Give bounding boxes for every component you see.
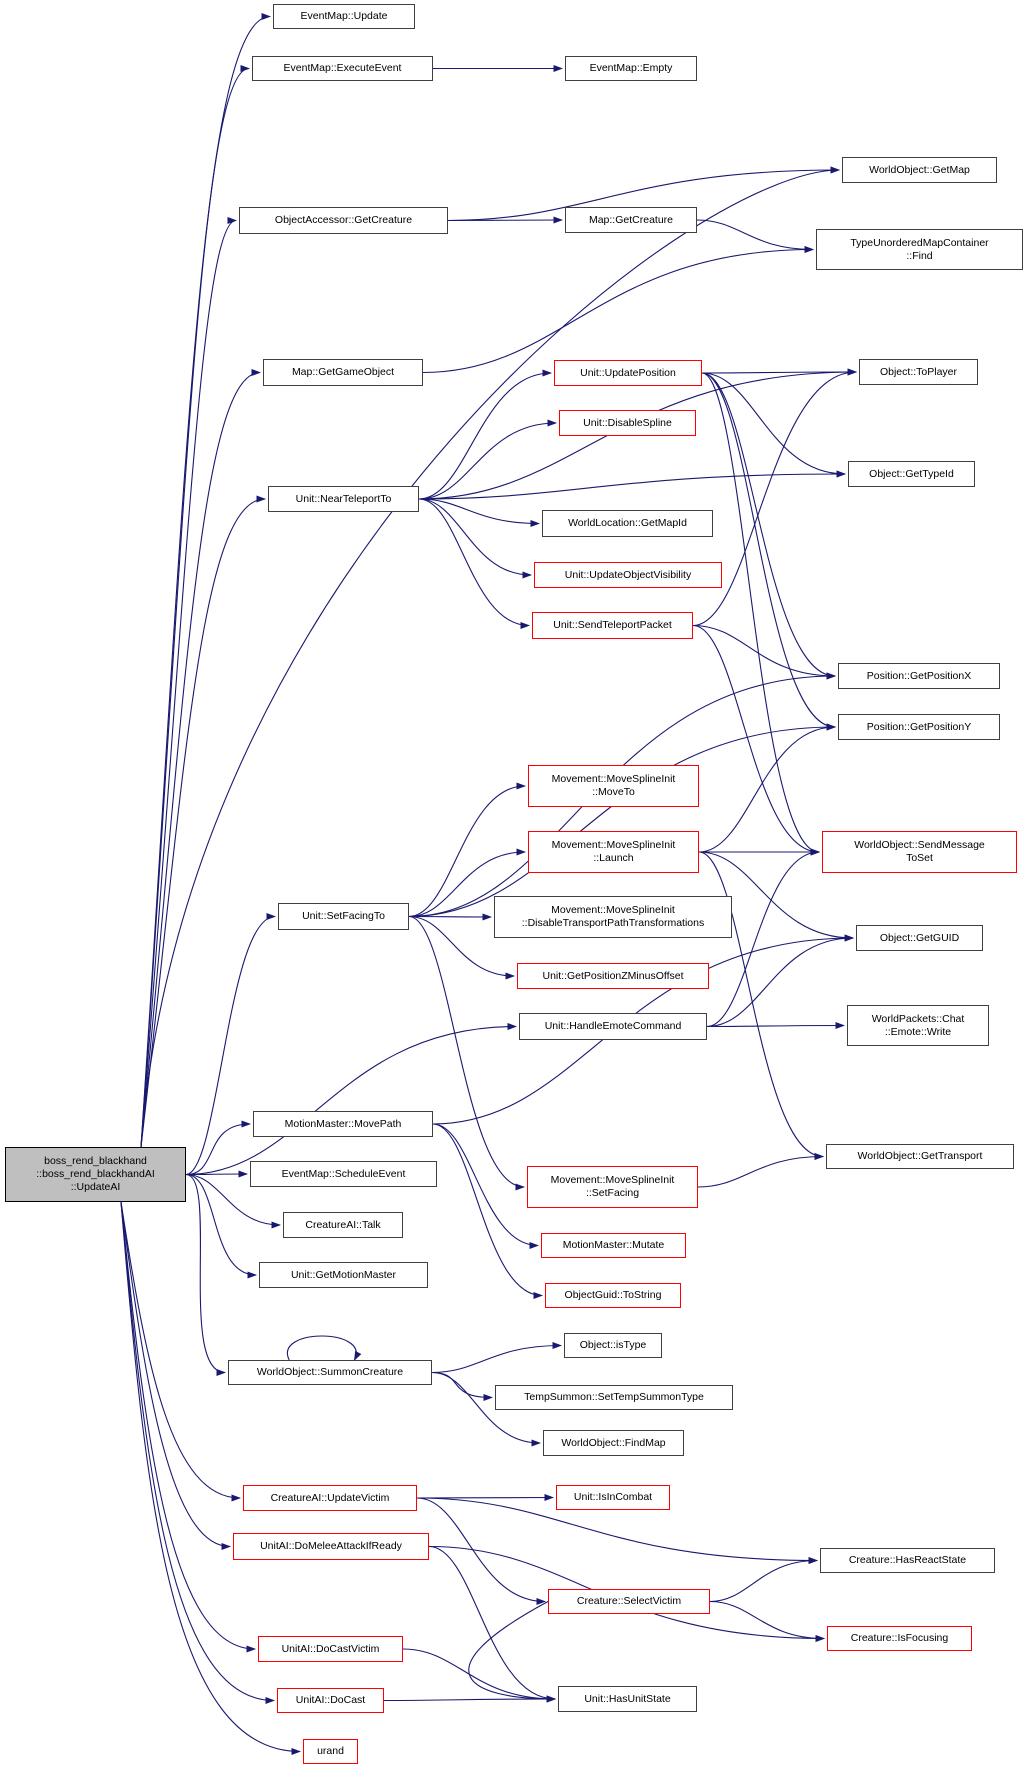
node-unit-getmotionmaster[interactable] bbox=[259, 1262, 428, 1288]
node-label-line: Movement::MoveSplineInit bbox=[551, 904, 675, 916]
node-movesplineinit-setfacing[interactable] bbox=[527, 1166, 698, 1208]
node-worldobject-summoncreature[interactable] bbox=[228, 1360, 432, 1385]
node-label-line: ::Find bbox=[906, 249, 933, 262]
node-worldobject-gettransport[interactable] bbox=[826, 1144, 1014, 1169]
node-unit-isincombat[interactable] bbox=[556, 1485, 670, 1510]
node-label-line: MotionMaster::MovePath bbox=[284, 1117, 402, 1130]
node-eventmap-update[interactable] bbox=[273, 4, 415, 29]
node-label-line: Unit::GetMotionMaster bbox=[290, 1268, 397, 1281]
node-label-line: ::SetFacing bbox=[585, 1187, 640, 1199]
node-label-line: urand bbox=[317, 1745, 344, 1757]
edge-map-getgameobject--typeunorderedmapcontainer-find bbox=[423, 250, 813, 373]
node-movesplineinit-moveto[interactable] bbox=[528, 765, 699, 807]
edge-unit-updateposition--position-getpositionx bbox=[702, 373, 835, 676]
edge-unit-updateposition--position-getpositiony bbox=[702, 373, 835, 727]
edge-main--unitai-docastvictim bbox=[121, 1202, 255, 1649]
node-label-line: WorldPackets::Chat bbox=[871, 1012, 965, 1025]
node-label-line: EventMap::ExecuteEvent bbox=[283, 62, 402, 74]
node-unitai-docast[interactable] bbox=[277, 1688, 384, 1713]
node-label-line: Movement::MoveSplineInit bbox=[551, 773, 676, 785]
node-label-line: Movement::MoveSplineInit bbox=[550, 1174, 675, 1186]
node-label-line: Unit::SendTeleportPacket bbox=[553, 619, 672, 631]
edge-worldobject-summoncreature--object-istype bbox=[432, 1346, 561, 1373]
edge-unit-nearteleportto--unit-updateobjectvisibility bbox=[419, 499, 531, 575]
node-label-line: TempSummon::SetTempSummonType bbox=[524, 1391, 704, 1403]
node-label-line: EventMap::Empty bbox=[589, 62, 673, 74]
node-motionmaster-mutate[interactable] bbox=[541, 1233, 686, 1258]
node-label-line: Unit::IsInCombat bbox=[573, 1491, 653, 1503]
node-label-line: WorldObject::GetMap bbox=[869, 163, 970, 176]
node-label-line: UnitAI::DoCastVictim bbox=[281, 1642, 380, 1655]
node-label-line: Unit::HasUnitState bbox=[584, 1692, 671, 1705]
edge-unitai-docast--unit-hasunitstate bbox=[384, 1699, 555, 1701]
node-creature-isfocusing[interactable] bbox=[827, 1626, 972, 1651]
edge-unit-handleemotecommand--worldpackets-chat-emote-write bbox=[707, 1026, 844, 1027]
node-label-line: MotionMaster::Mutate bbox=[562, 1239, 665, 1251]
node-unit-nearteleportto[interactable] bbox=[268, 486, 419, 512]
edge-unitai-domeleeattackifready--unit-hasunitstate bbox=[429, 1547, 555, 1700]
node-creature-hasreactstate[interactable] bbox=[820, 1548, 995, 1573]
node-label-line: Map::GetCreature bbox=[588, 213, 674, 226]
edge-main--unit-getmotionmaster bbox=[186, 1175, 256, 1276]
node-label-line: boss_rend_blackhand bbox=[44, 1155, 147, 1167]
edge-main--eventmap-executeevent bbox=[141, 69, 249, 1148]
node-label-line: Object::GetGUID bbox=[879, 931, 960, 944]
node-unitai-domeleeattackifready[interactable] bbox=[233, 1533, 429, 1560]
node-creatureai-talk[interactable] bbox=[283, 1212, 403, 1238]
node-movesplineinit-disabletransportpathtransformations[interactable] bbox=[494, 896, 732, 938]
node-label-line: Unit::DisableSpline bbox=[583, 416, 672, 429]
node-label-line: UnitAI::DoMeleeAttackIfReady bbox=[260, 1540, 402, 1552]
edge-group bbox=[121, 17, 856, 1752]
node-worldlocation-getmapid[interactable] bbox=[542, 510, 713, 537]
node-label-line: Position::GetPositionY bbox=[866, 720, 972, 733]
edge-main--creatureai-updatevictim bbox=[121, 1202, 240, 1498]
edge-unit-sendteleportpacket--position-getpositionx bbox=[693, 626, 835, 677]
edge-unit-updateposition--worldobject-sendmessagetoset bbox=[702, 373, 819, 852]
node-eventmap-executeevent[interactable] bbox=[252, 56, 433, 81]
node-tempsummon-settempsummontype[interactable] bbox=[495, 1385, 733, 1410]
edge-motionmaster-movepath--motionmaster-mutate bbox=[433, 1124, 538, 1246]
node-object-istype[interactable] bbox=[564, 1333, 662, 1358]
node-label-line: Unit::UpdateObjectVisibility bbox=[564, 568, 692, 581]
edge-main--unit-nearteleportto bbox=[141, 499, 265, 1147]
node-label-line: ObjectAccessor::GetCreature bbox=[274, 214, 413, 226]
node-creatureai-updatevictim[interactable] bbox=[243, 1485, 417, 1511]
node-creature-selectvictim[interactable] bbox=[548, 1589, 710, 1614]
node-worldobject-findmap[interactable] bbox=[543, 1430, 684, 1456]
edge-unit-nearteleportto--unit-updateposition bbox=[419, 373, 551, 499]
node-unit-setfacingto[interactable] bbox=[278, 903, 409, 930]
node-urand[interactable] bbox=[303, 1739, 358, 1764]
node-worldobject-sendmessagetoset[interactable] bbox=[822, 831, 1017, 873]
node-eventmap-scheduleevent[interactable] bbox=[250, 1161, 437, 1187]
node-label-line: Object::isType bbox=[579, 1339, 647, 1351]
node-label-line: WorldObject::SummonCreature bbox=[256, 1366, 404, 1378]
node-label-line: ObjectGuid::ToString bbox=[564, 1289, 662, 1301]
node-unit-updateposition[interactable] bbox=[554, 360, 702, 386]
edge-unit-handleemotecommand--worldobject-sendmessagetoset bbox=[707, 852, 819, 1027]
node-label-line: Position::GetPositionX bbox=[866, 669, 972, 682]
node-label-line: Object::GetTypeId bbox=[869, 467, 954, 480]
node-unitai-docastvictim[interactable] bbox=[258, 1636, 403, 1662]
edge-creature-selectvictim--creature-hasreactstate bbox=[710, 1561, 817, 1602]
node-label-line: ToSet bbox=[906, 852, 933, 864]
node-position-getpositiony[interactable] bbox=[838, 714, 1000, 740]
edge-unit-nearteleportto--unit-disablespline bbox=[419, 423, 556, 499]
node-label-line: Unit::UpdatePosition bbox=[580, 366, 676, 379]
node-object-getguid[interactable] bbox=[856, 925, 983, 951]
node-unit-disablespline[interactable] bbox=[559, 410, 696, 436]
edge-main--eventmap-scheduleevent bbox=[186, 1174, 247, 1175]
node-object-gettypeid[interactable] bbox=[848, 461, 975, 487]
node-object-toplayer[interactable] bbox=[859, 359, 978, 385]
node-label-line: Movement::MoveSplineInit bbox=[551, 839, 676, 851]
node-objectaccessor-getcreature[interactable] bbox=[239, 207, 448, 234]
edge-main--unitai-docast bbox=[121, 1202, 274, 1701]
node-unit-sendteleportpacket[interactable] bbox=[532, 612, 693, 639]
node-label-line: WorldObject::FindMap bbox=[561, 1436, 666, 1449]
node-label-line: Object::ToPlayer bbox=[879, 365, 958, 378]
node-unit-updateobjectvisibility[interactable] bbox=[534, 562, 722, 588]
node-label-line: ::UpdateAI bbox=[70, 1181, 121, 1193]
node-label-line: UnitAI::DoCast bbox=[295, 1694, 366, 1706]
node-movesplineinit-launch[interactable] bbox=[528, 831, 699, 873]
node-objectguid-tostring[interactable] bbox=[545, 1283, 681, 1308]
node-typeunorderedmapcontainer-find[interactable] bbox=[816, 229, 1023, 270]
node-label-line: Creature::IsFocusing bbox=[850, 1632, 949, 1644]
node-position-getpositionx[interactable] bbox=[838, 663, 1000, 689]
node-unit-hasunitstate[interactable] bbox=[558, 1686, 697, 1712]
edge-unit-handleemotecommand--object-getguid bbox=[707, 938, 853, 1027]
node-label-line: WorldObject::GetTransport bbox=[857, 1150, 983, 1162]
edge-unit-nearteleportto--unit-sendteleportpacket bbox=[419, 499, 529, 626]
edge-unit-nearteleportto--worldlocation-getmapid bbox=[419, 499, 539, 524]
edge-main--worldobject-summoncreature bbox=[186, 1175, 225, 1373]
node-label-line: WorldLocation::GetMapId bbox=[568, 517, 687, 529]
node-label-line: Unit::HandleEmoteCommand bbox=[544, 1020, 682, 1032]
node-main bbox=[5, 1147, 186, 1202]
edge-main--unitai-domeleeattackifready bbox=[121, 1202, 230, 1547]
edge-map-getcreature--typeunorderedmapcontainer-find bbox=[697, 220, 813, 250]
node-label-line: ::Launch bbox=[593, 852, 634, 864]
edge-main--unit-handleemotecommand bbox=[186, 1027, 516, 1175]
node-label-line: CreatureAI::UpdateVictim bbox=[270, 1491, 390, 1504]
node-label-line: ::Emote::Write bbox=[884, 1025, 952, 1038]
node-eventmap-empty[interactable] bbox=[565, 56, 697, 81]
edge-worldobject-summoncreature--tempsummon-settempsummontype bbox=[432, 1373, 492, 1398]
node-label-line: Unit::NearTeleportTo bbox=[295, 492, 392, 505]
edge-unit-nearteleportto--object-gettypeid bbox=[419, 474, 845, 499]
edge-worldobject-summoncreature--worldobject-summoncreature bbox=[287, 1336, 356, 1360]
node-label-line: Unit::GetPositionZMinusOffset bbox=[542, 969, 684, 982]
edge-creature-selectvictim--unit-hasunitstate bbox=[469, 1602, 555, 1700]
node-worldpackets-chat-emote-write[interactable] bbox=[847, 1005, 989, 1046]
edge-creature-selectvictim--creature-isfocusing bbox=[710, 1602, 824, 1639]
edge-main--objectaccessor-getcreature bbox=[141, 221, 236, 1148]
node-label-line: CreatureAI::Talk bbox=[305, 1218, 381, 1231]
node-label-line: WorldObject::SendMessage bbox=[854, 839, 985, 851]
node-label-line: Creature::SelectVictim bbox=[576, 1595, 682, 1607]
node-worldobject-getmap[interactable] bbox=[842, 157, 997, 183]
edge-main--worldobject-getmap bbox=[141, 170, 839, 1147]
node-map-getgameobject[interactable] bbox=[263, 359, 423, 386]
node-label-line: EventMap::Update bbox=[300, 10, 388, 22]
node-unit-getpositionzminusoffset[interactable] bbox=[517, 963, 709, 989]
node-label-line: EventMap::ScheduleEvent bbox=[281, 1167, 406, 1180]
node-label-line: ::MoveTo bbox=[592, 786, 635, 798]
node-motionmaster-movepath[interactable] bbox=[253, 1111, 433, 1137]
edge-movesplineinit-setfacing--worldobject-gettransport bbox=[698, 1157, 823, 1188]
node-label-line: ::boss_rend_blackhandAI bbox=[36, 1168, 155, 1180]
edge-unitai-docastvictim--unit-hasunitstate bbox=[403, 1649, 555, 1699]
node-label-line: Creature::HasReactState bbox=[848, 1554, 967, 1566]
node-label-line: Map::GetGameObject bbox=[291, 366, 395, 378]
node-label-line: ::DisableTransportPathTransformations bbox=[521, 917, 705, 929]
node-label-line: TypeUnorderedMapContainer bbox=[850, 236, 989, 249]
node-unit-handleemotecommand[interactable] bbox=[519, 1013, 707, 1040]
edge-unit-setfacingto--position-getpositiony bbox=[409, 727, 835, 917]
edge-creatureai-updatevictim--creature-selectvictim bbox=[417, 1498, 545, 1602]
node-map-getcreature[interactable] bbox=[565, 207, 697, 233]
node-label-line: Unit::SetFacingTo bbox=[302, 910, 385, 922]
